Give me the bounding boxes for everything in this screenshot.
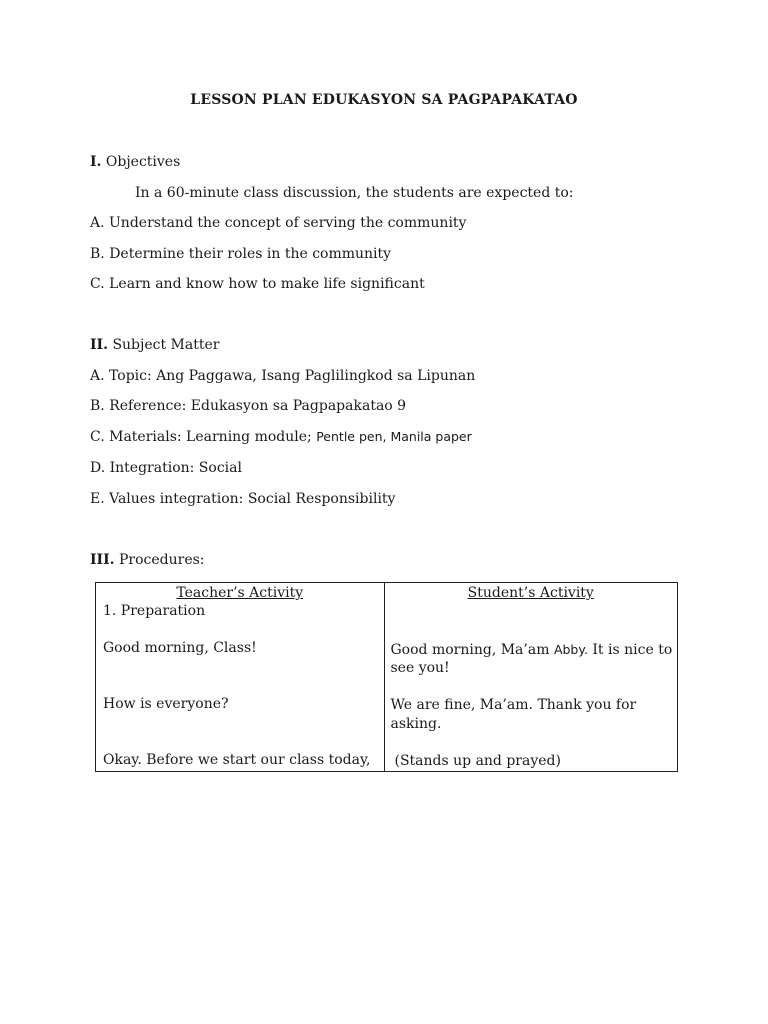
subject-integration: D. Integration: Social (90, 460, 242, 476)
teacher-line-instruction: Okay. Before we start our class today, (103, 752, 371, 768)
objectives-intro: In a 60-minute class discussion, the students are expected to: (135, 185, 574, 201)
procedures-heading (90, 552, 205, 568)
teacher-header: Teacher’s Activity (176, 585, 304, 601)
student-greeting-prefix: Good morning, Ma’am (390, 642, 550, 658)
objectives-heading (90, 154, 180, 170)
subject-reference: B. Reference: Edukasyon sa Pagpapakatao 9 (90, 398, 407, 414)
procedures-table (95, 582, 678, 772)
page-title: LESSON PLAN EDUKASYON SA PAGPAPAKATAO (190, 92, 578, 108)
subject-matter-numeral: II. (90, 337, 108, 353)
teacher-line-preparation: 1. Preparation (103, 603, 206, 619)
objective-item-b: B. Determine their roles in the community (90, 246, 392, 262)
student-line-greeting (391, 640, 673, 660)
subject-materials (90, 429, 472, 445)
subject-values: E. Values integration: Social Responsibility (90, 491, 396, 507)
student-line-greeting-cont: see you! (390, 660, 450, 676)
student-line-reply: We are fine, Ma’am. Thank you for (390, 697, 637, 713)
objective-item-a: A. Understand the concept of serving the community (90, 215, 467, 231)
objectives-label: Objectives (105, 154, 181, 170)
teacher-column (96, 583, 385, 772)
subject-topic: A. Topic: Ang Paggawa, Isang Paglilingkod sa Lipunan (90, 368, 476, 384)
objectives-numeral: I. (90, 154, 102, 170)
teacher-line-greeting: Good morning, Class! (103, 640, 257, 656)
subject-matter-heading (90, 337, 219, 353)
student-header: Student’s Activity (467, 585, 594, 601)
student-column (384, 583, 678, 772)
objective-item-c: C. Learn and know how to make life significant (90, 276, 425, 292)
subject-materials-items: Pentle pen, Manila paper (316, 429, 472, 444)
student-greeting-suffix: It is nice to (592, 642, 673, 658)
procedures-label: Procedures: (118, 552, 205, 568)
subject-matter-label: Subject Matter (112, 337, 220, 353)
procedures-numeral: III. (90, 552, 115, 568)
student-line-reply-cont: asking. (390, 716, 442, 732)
student-line-action: (Stands up and prayed) (394, 753, 561, 769)
student-greeting-name: Abby. (553, 642, 588, 657)
subject-materials-prefix: C. Materials: Learning module; (90, 429, 312, 445)
teacher-line-question: How is everyone? (103, 696, 229, 712)
